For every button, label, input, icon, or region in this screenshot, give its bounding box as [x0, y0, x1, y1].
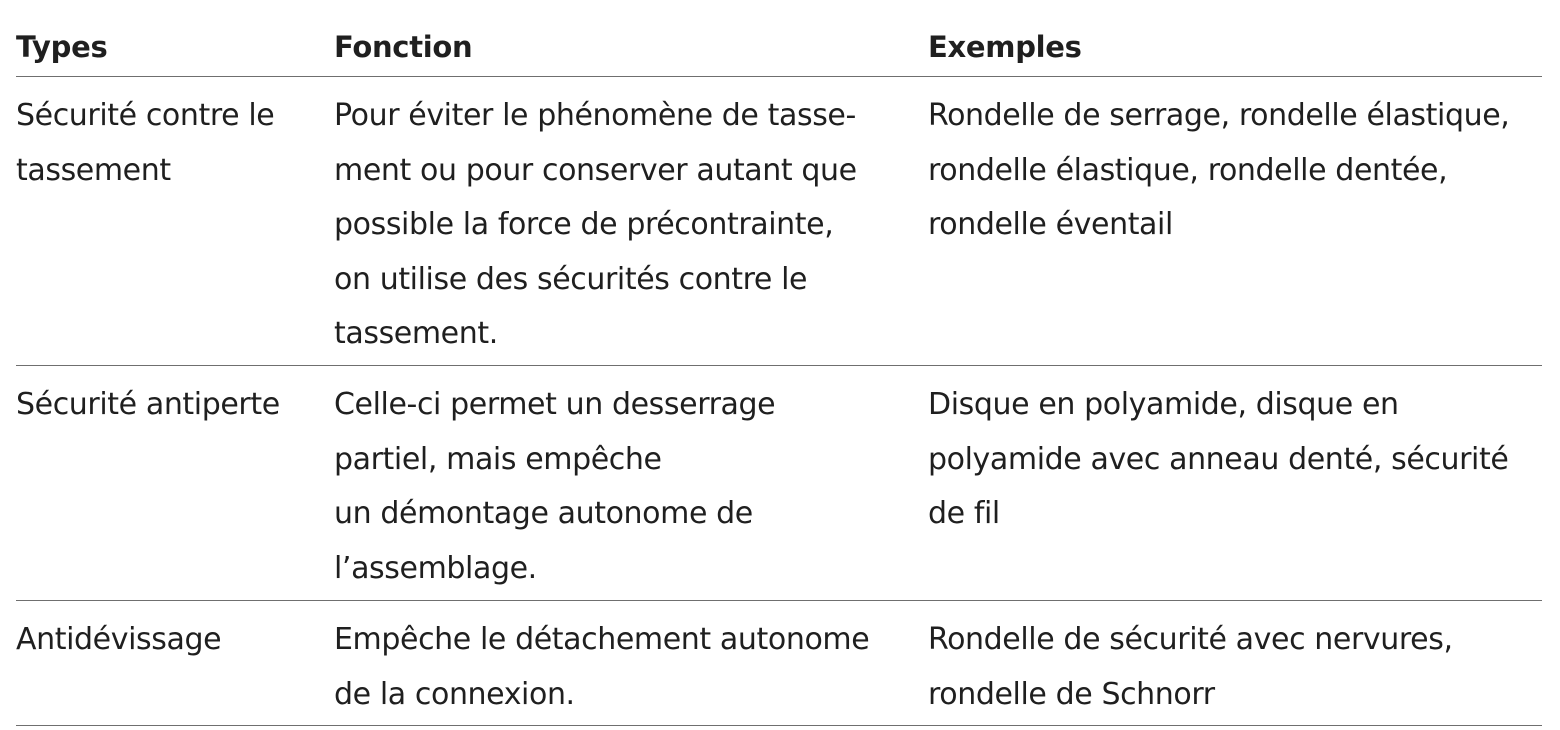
cell-fonction: Celle-ci permet un desserrage partiel, mais empêche un démontage autonome de l’assemblage. [334, 387, 776, 586]
header-exemples: Exemples [928, 30, 1082, 64]
table-header-row [16, 18, 1542, 77]
cell-type: Sécurité contre le tassement [16, 98, 275, 188]
cell-fonction: Empêche le détachement autonome de la connexion. [334, 622, 870, 712]
cell-type: Antidévissage [16, 622, 222, 657]
table-row [16, 366, 1542, 601]
cell-exemples: Rondelle de sécurité avec nervures, rondelle de Schnorr [928, 622, 1453, 712]
cell-exemples: Disque en polyamide, disque en polyamide avec anneau denté, sécurité de fil [928, 387, 1509, 531]
cell-type: Sécurité antiperte [16, 387, 280, 422]
header-fonction: Fonction [334, 30, 473, 64]
header-types: Types [16, 30, 108, 64]
table-row [16, 77, 1542, 366]
securities-table [16, 18, 1542, 726]
cell-exemples: Rondelle de serrage, rondelle élastique, rondelle élastique, rondelle dentée, rondelle éventail [928, 98, 1510, 242]
cell-fonction: Pour éviter le phénomène de tasse- ment ou pour conserver autant que possible la force de précontrainte, on utilise des sécurités contre le tassement. [334, 98, 857, 351]
table-row [16, 601, 1542, 726]
